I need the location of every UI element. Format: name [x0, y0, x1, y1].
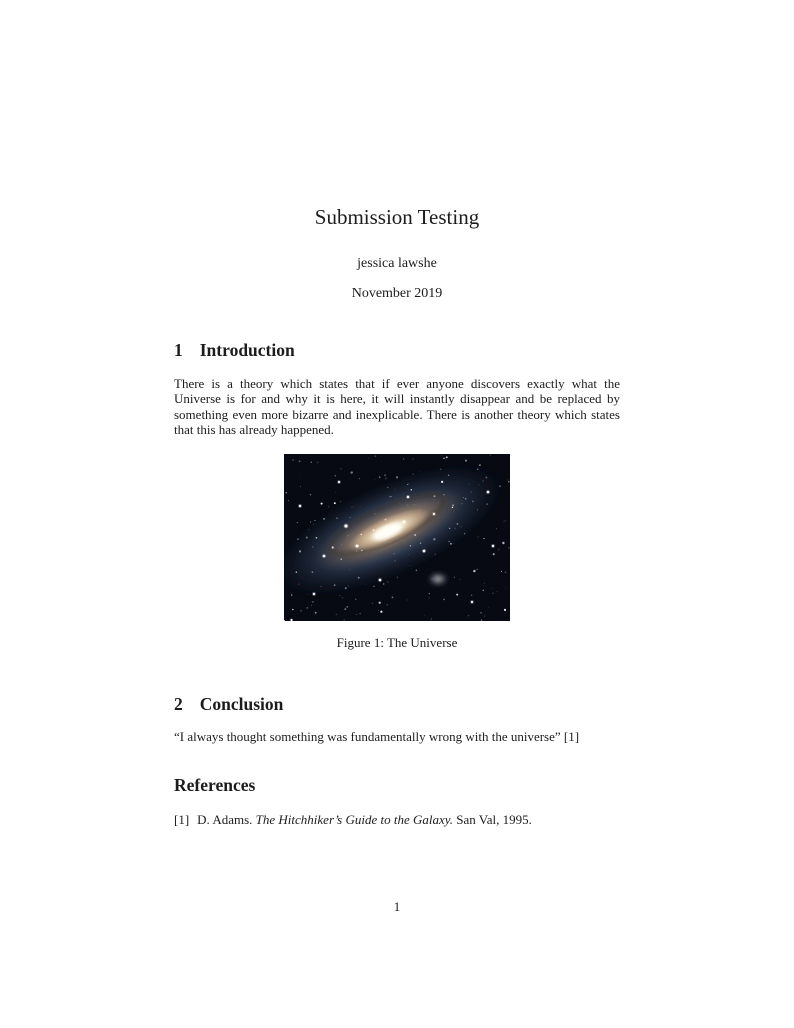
reference-title: The Hitchhiker’s Guide to the Galaxy.	[255, 812, 454, 828]
document-date: November 2019	[351, 286, 443, 302]
companion-galaxy	[428, 572, 448, 586]
section-number: 2	[174, 693, 183, 714]
section-heading-introduction	[174, 340, 620, 361]
reference-authors: D. Adams.	[197, 812, 253, 828]
section-title: Introduction	[199, 340, 295, 361]
document-title: Submission Testing	[314, 205, 480, 229]
figure-caption: Figure 1: The Universe	[336, 634, 458, 650]
reference-publisher: San Val, 1995.	[456, 812, 532, 828]
reference-item	[174, 812, 620, 827]
introduction-paragraph: There is a theory which states that if ever anyone discovers exactly what the Universe is for and why it is here, it will instantly disappear and be replaced by something even more bizarre and inexplicable. There is another theory which states that this has already happened.	[174, 376, 620, 437]
section-number: 1	[174, 340, 183, 361]
references-heading: References	[174, 775, 256, 796]
galaxy-image	[284, 454, 510, 621]
section-heading-conclusion	[174, 694, 620, 715]
reference-label: [1]	[174, 812, 190, 828]
conclusion-paragraph: “I always thought something was fundamentally wrong with the universe” [1]	[174, 728, 580, 744]
figure-container	[174, 454, 620, 621]
reference-text	[197, 812, 532, 827]
section-title: Conclusion	[199, 693, 284, 714]
document-content	[174, 0, 620, 827]
page-number: 1	[393, 899, 401, 914]
document-author: jessica lawshe	[357, 256, 437, 272]
